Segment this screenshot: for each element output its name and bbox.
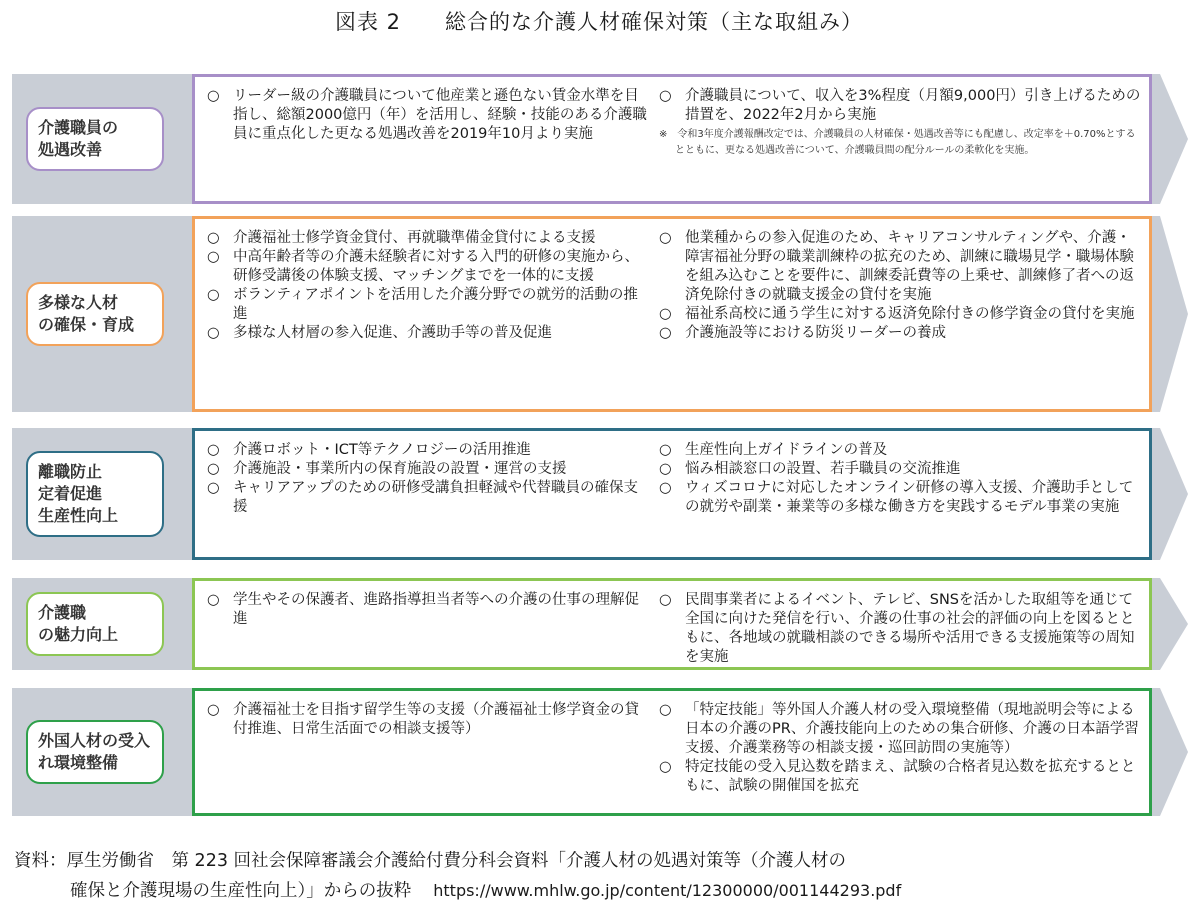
category-label: 介護職 の魅力向上: [26, 592, 164, 656]
left-column: [207, 229, 647, 343]
measure-item: ○ 介護福祉士修学資金貸付、再就職準備金貸付による支援: [207, 230, 596, 246]
right-column: [659, 87, 1145, 159]
source-line-1: 資料：厚生労働省 第 223 回社会保障審議会介護給付費分科会資料「介護人材の処遇対策等（介護人材の: [14, 851, 847, 871]
measure-item: ○ 中高年齢者等の介護未経験者に対する入門的研修の実施から、研修受講後の体験支援、マッチングまでを一体的に支援: [207, 249, 639, 284]
measure-row: [12, 216, 1188, 412]
measure-row: [12, 578, 1188, 670]
measure-item: ○ 介護職員について、収入を3%程度（月額9,000円）引き上げるための措置を、2022年2月から実施: [659, 88, 1141, 123]
bullet-icon: ○: [659, 325, 672, 341]
bullet-icon: ○: [207, 480, 220, 496]
right-column: [659, 441, 1145, 517]
measures-box: [192, 428, 1152, 560]
measure-row: [12, 688, 1188, 816]
left-column: [207, 701, 647, 739]
bullet-icon: ○: [659, 306, 672, 322]
measure-item: ○ キャリアアップのための研修受講負担軽減や代替職員の確保支援: [207, 480, 638, 515]
measure-item: ○ ボランティアポイントを活用した介護分野での就労的活動の推進: [207, 287, 638, 322]
bullet-icon: ○: [207, 592, 220, 608]
measure-item: ○ 生産性向上ガイドラインの普及: [659, 442, 888, 458]
left-column: [207, 591, 647, 629]
source-url: https://www.mhlw.go.jp/content/12300000/001144293.pdf: [433, 881, 902, 900]
measures-box: [192, 216, 1152, 412]
measures-box: [192, 578, 1152, 670]
bullet-icon: ○: [659, 592, 672, 608]
source-line-2-text: 確保と介護現場の生産性向上）」からの抜粋: [70, 881, 412, 901]
bullet-icon: ○: [207, 325, 220, 341]
bullet-icon: ○: [207, 442, 220, 458]
measure-item: ○ 民間事業者によるイベント、テレビ、SNSを活かした取組等を通じて全国に向けた発信を行い、介護の仕事の社会的評価の向上を図るとともに、各地域の就職相談のできる場所や活用できる支援施策等の周知を実施: [659, 592, 1135, 665]
measure-row: [12, 428, 1188, 560]
measures-box: [192, 74, 1152, 204]
bullet-icon: ○: [659, 461, 672, 477]
measure-row: [12, 74, 1188, 204]
bullet-icon: ○: [659, 480, 672, 496]
bullet-icon: ○: [659, 702, 672, 718]
source-note: [14, 846, 1190, 906]
measure-item: ○ 介護福祉士を目指す留学生等の支援（介護福祉士修学資金の貸付推進、日常生活面での相談支援等）: [207, 702, 639, 737]
bullet-icon: ○: [207, 461, 220, 477]
bullet-icon: ○: [207, 249, 220, 265]
bullet-icon: ○: [207, 230, 220, 246]
left-column: [207, 441, 647, 517]
bullet-icon: ○: [659, 88, 672, 104]
bullet-icon: ○: [207, 287, 220, 303]
category-label: 離職防止 定着促進 生産性向上: [26, 451, 164, 537]
measure-item: ○ 他業種からの参入促進のため、キャリアコンサルティングや、介護・障害福祉分野の職業訓練枠の拡充のため、訓練に職場見学・職場体験を組み込むことを要件に、訓練委託費等の上乗せ、訓練修了者への返済免除付きの就職支援金の貸付を実施: [659, 230, 1135, 303]
measure-item: ○ 特定技能の受入見込数を踏まえ、試験の合格者見込数を拡充するとともに、試験の開催国を拡充: [659, 759, 1136, 794]
bullet-icon: ○: [659, 759, 672, 775]
bullet-icon: ○: [207, 88, 220, 104]
measure-item: ○ 多様な人材層の参入促進、介護助手等の普及促進: [207, 325, 552, 341]
measure-item: ○ 介護施設等における防災リーダーの養成: [659, 325, 946, 341]
measure-item: ○ 学生やその保護者、進路指導担当者等への介護の仕事の理解促進: [207, 592, 639, 627]
category-label: 外国人材の受入 れ環境整備: [26, 720, 164, 784]
measure-item: ○ 「特定技能」等外国人介護人材の受入環境整備（現地説明会等による日本の介護のPR、介護技能向上のための集合研修、介護の日本語学習支援、介護業務等の相談支援・巡回訪問の実施等）: [659, 702, 1139, 756]
bullet-icon: ○: [659, 230, 672, 246]
category-label: 介護職員の 処遇改善: [26, 107, 164, 171]
measure-item: ○ リーダー級の介護職員について他産業と遜色ない賃金水準を目指し、総額2000億円（年）を活用し、経験・技能のある介護職員に重点化した更なる処遇改善を2019年10月より実施: [207, 88, 647, 142]
category-label: 多様な人材 の確保・育成: [26, 282, 164, 346]
measure-item: ○ 介護ロボット・ICT等テクノロジーの活用推進: [207, 442, 531, 458]
bullet-icon: ○: [207, 702, 220, 718]
source-line-2: [14, 876, 1190, 906]
left-column: [207, 87, 647, 144]
figure-title: 図表 2 総合的な介護人材確保対策（主な取組み）: [334, 10, 864, 34]
measure-item: ○ 介護施設・事業所内の保育施設の設置・運営の支援: [207, 461, 567, 477]
bullet-icon: ○: [659, 442, 672, 458]
revision-note: ※ 令和3年度介護報酬改定では、介護職員の人材確保・処遇改善等にも配慮し、改定率を＋0.70%とするとともに、更なる処遇改善について、介護職員間の配分ルールの柔軟化を実施。: [659, 129, 1136, 156]
measure-item: ○ 悩み相談窓口の設置、若手職員の交流推進: [659, 461, 961, 477]
right-column: [659, 591, 1145, 667]
measure-item: ○ ウィズコロナに対応したオンライン研修の導入支援、介護助手としての就労や副業・兼業等の多様な働き方を実践するモデル事業の実施: [659, 480, 1134, 515]
right-column: [659, 229, 1145, 343]
right-column: [659, 701, 1145, 796]
measure-item: ○ 福祉系高校に通う学生に対する返済免除付きの修学資金の貸付を実施: [659, 306, 1135, 322]
measures-box: [192, 688, 1152, 816]
